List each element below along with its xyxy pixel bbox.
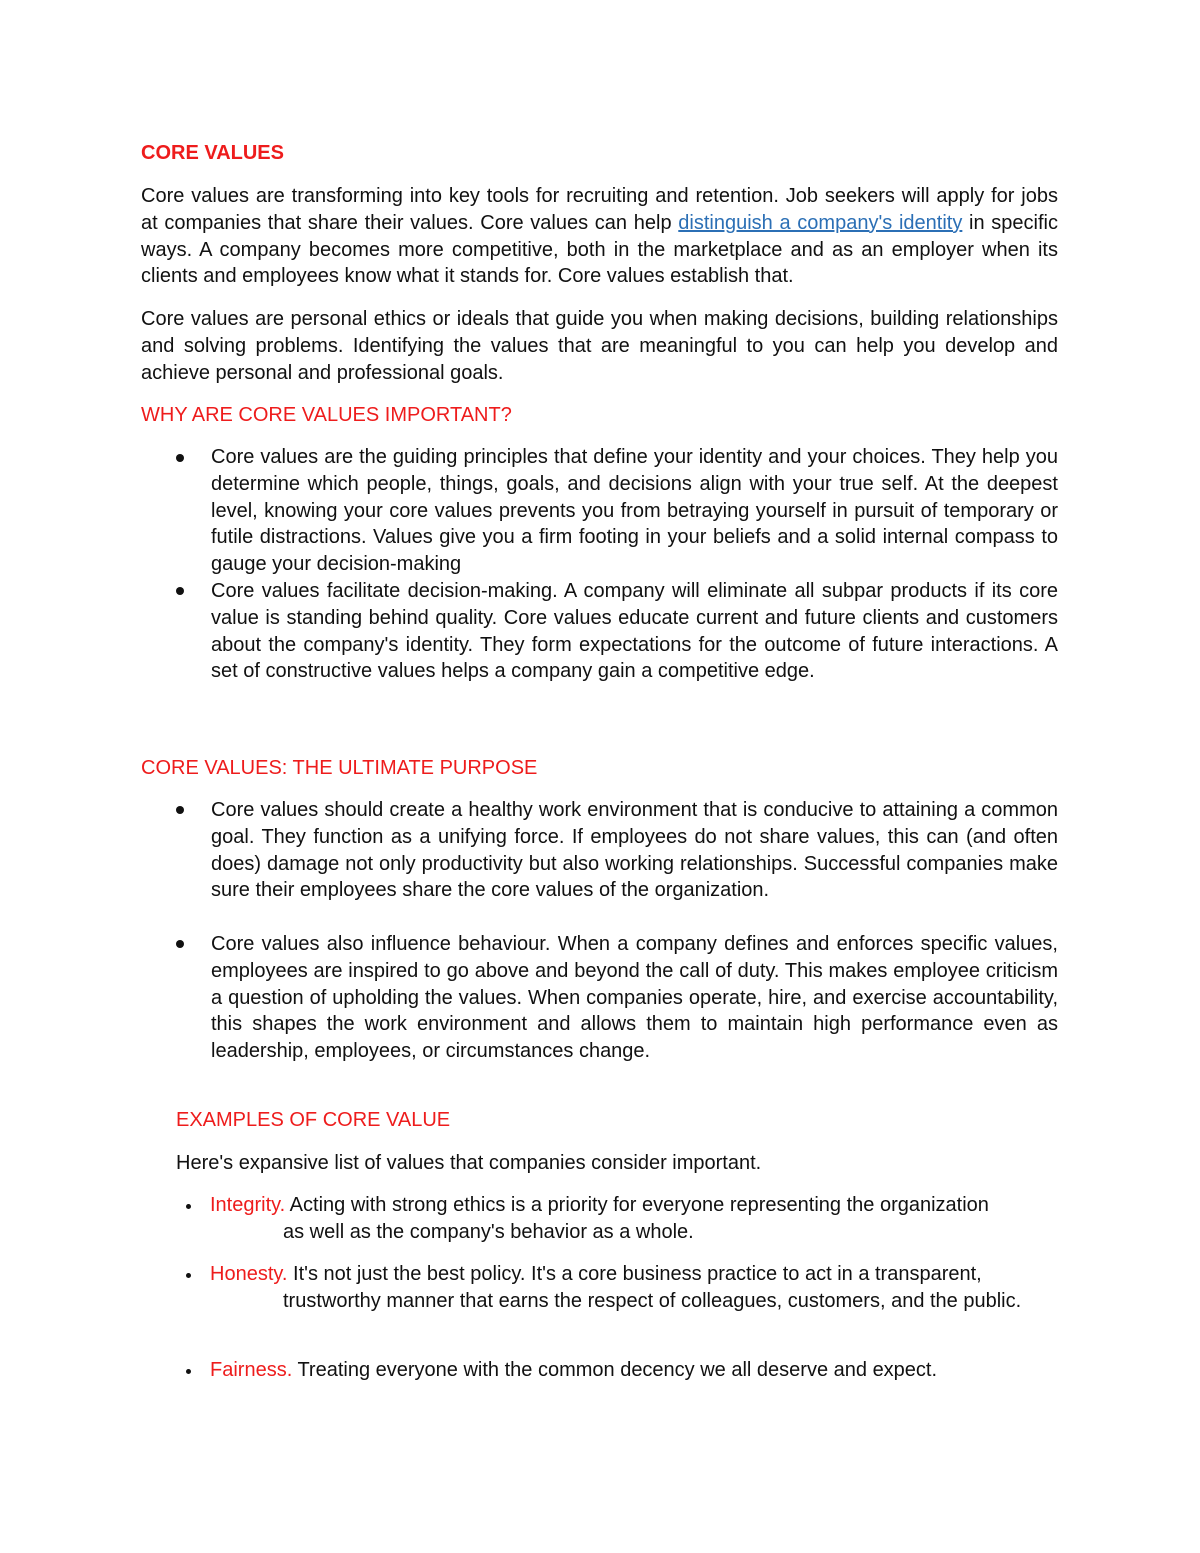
example-text: It's not just the best policy. It's a core business practice to act in a transparent, bbox=[287, 1263, 982, 1285]
purpose-heading: CORE VALUES: THE ULTIMATE PURPOSE bbox=[141, 757, 538, 779]
example-label-honesty: Honesty. bbox=[210, 1263, 288, 1285]
example-label-fairness: Fairness. bbox=[210, 1359, 293, 1381]
bullet-icon bbox=[176, 940, 184, 948]
example-item-3-line1 bbox=[210, 1357, 1058, 1384]
bullet-icon bbox=[186, 1369, 191, 1374]
example-item-2-line1 bbox=[210, 1261, 1058, 1288]
example-text: Treating everyone with the common decency we all deserve and expect. bbox=[292, 1359, 938, 1381]
example-label-integrity: Integrity. bbox=[210, 1194, 286, 1216]
identity-link[interactable]: distinguish a company's identity bbox=[678, 211, 963, 234]
why-heading: WHY ARE CORE VALUES IMPORTANT? bbox=[141, 404, 512, 426]
example-item-2-rest: trustworthy manner that earns the respect of colleagues, customers, and the public. bbox=[283, 1290, 1022, 1312]
why-item-1: Core values are the guiding principles that define your identity and your choices. They help you determine which people, things, goals, and decisions align with your true self. At the deepest level, knowing your core values prevents you from betraying yourself in pursuit of temporary or futile distractions. Values give you a firm footing in your beliefs and a solid internal compass to gauge your decision-making bbox=[211, 446, 1058, 576]
purpose-item-2: Core values also influence behaviour. When a company defines and enforces specific values, employees are inspired to go above and beyond the call of duty. This makes employee criticism a question of upholding the values. When companies operate, hire, and exercise accountability, this shapes the work environment and allows them to maintain high performance even as leadership, employees, or circumstances change. bbox=[211, 933, 1058, 1063]
bullet-icon bbox=[176, 587, 184, 595]
doc-title: CORE VALUES bbox=[141, 142, 284, 164]
bullet-icon bbox=[176, 454, 184, 462]
bullet-icon bbox=[176, 806, 184, 814]
bullet-icon bbox=[186, 1273, 191, 1278]
intro-paragraph bbox=[141, 183, 1058, 290]
example-item-1-line1 bbox=[210, 1192, 1058, 1219]
why-item-2: Core values facilitate decision-making. A company will eliminate all subpar products if its core value is standing behind quality. Core values educate current and future clients and customers about the company's identity. They form expectations for the outcome of future interactions. A set of constructive values helps a company gain a competitive edge. bbox=[211, 580, 1058, 683]
purpose-item-1: Core values should create a healthy work environment that is conducive to attaining a common goal. They function as a unifying force. If employees do not share values, this can (and often does) damage not only productivity but also working relationships. Successful companies make sure their employees share the core values of the organization. bbox=[211, 799, 1058, 902]
example-text: Acting with strong ethics is a priority for everyone representing the organization bbox=[285, 1194, 989, 1216]
personal-values-paragraph: Core values are personal ethics or ideals that guide you when making decisions, building relationships and solving problems. Identifying the values that are meaningful to you can help you develop and achieve personal and professional goals. bbox=[141, 308, 1058, 384]
intro-text-2: in specific ways. A company becomes more competitive, both in the marketplace and as an employer when its clients and employees know what it stands for. Core values establish that. bbox=[141, 211, 1058, 288]
example-item-1-rest: as well as the company's behavior as a whole. bbox=[283, 1221, 694, 1243]
bullet-icon bbox=[186, 1204, 191, 1209]
examples-intro: Here's expansive list of values that companies consider important. bbox=[176, 1152, 762, 1174]
intro-text-1: Core values are transforming into key tools for recruiting and retention. Job seekers will apply for jobs at companies that share their values. Core values can help bbox=[141, 185, 1058, 234]
examples-heading: EXAMPLES OF CORE VALUE bbox=[176, 1109, 451, 1131]
